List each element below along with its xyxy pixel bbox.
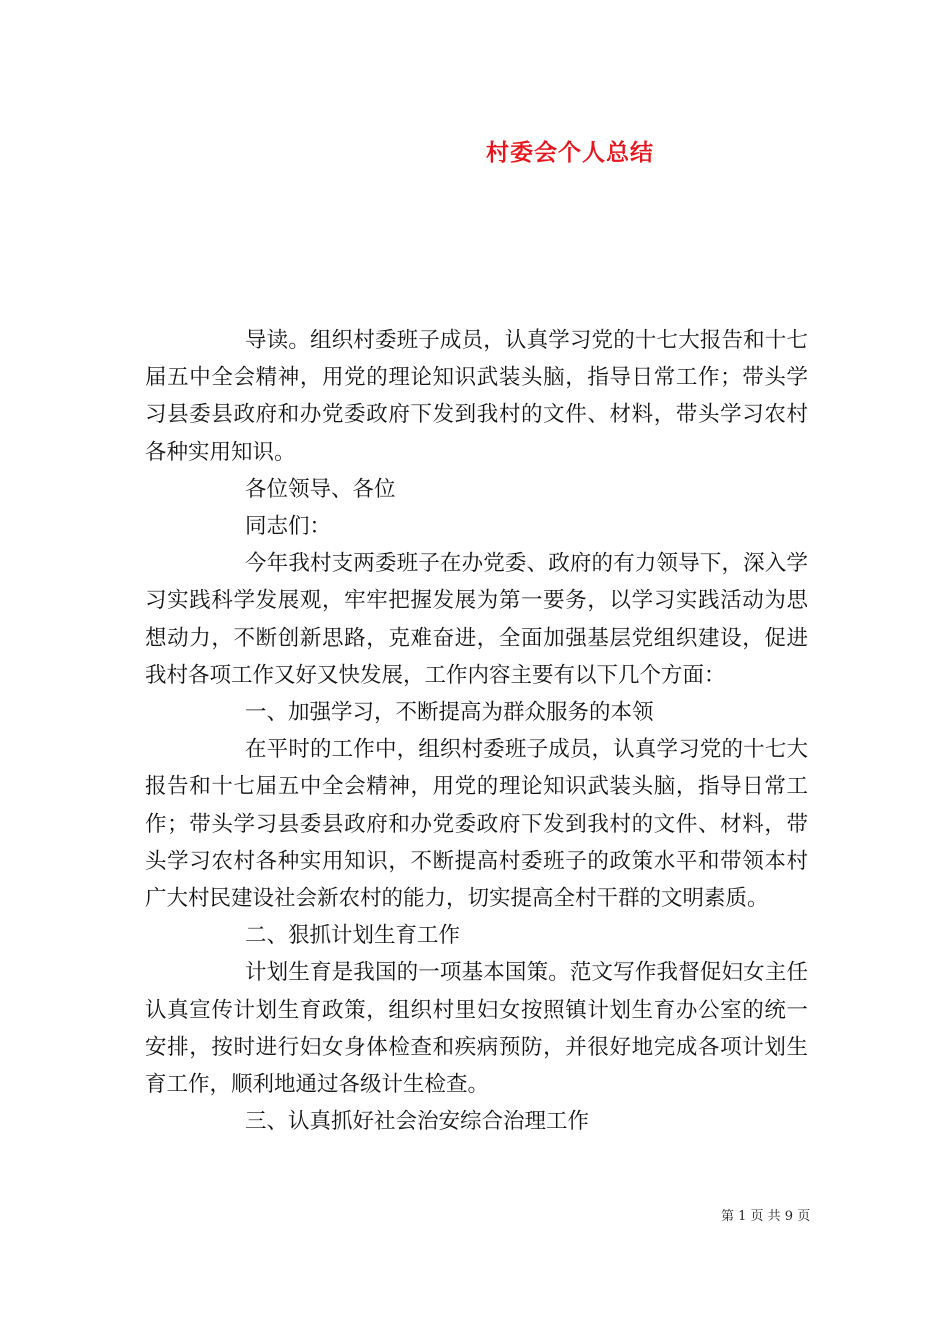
- paragraph-intro: 导读。组织村委班子成员，认真学习党的十七大报告和十七届五中全会精神，用党的理论知识武装头脑，指导日常工作；带头学习县委县政府和办党委政府下发到我村的文件、材料，带头学习农村各种实用知识。: [145, 328, 808, 465]
- section-heading-3: 三、认真抓好社会治安综合治理工作: [245, 1109, 590, 1135]
- paragraph-salutation-2: 同志们：: [245, 514, 332, 540]
- document-body: [145, 322, 808, 1140]
- document-title: 村委会个人总结: [486, 140, 654, 166]
- paragraph-salutation-1: 各位领导、各位: [245, 476, 396, 502]
- section-heading-1: 一、加强学习，不断提高为群众服务的本领: [245, 700, 654, 726]
- page-number-footer: 第 1 页 共 9 页: [721, 1209, 811, 1224]
- paragraph-section-1: 在平时的工作中，组织村委班子成员，认真学习党的十七大报告和十七届五中全会精神，用党的理论知识武装头脑，指导日常工作；带头学习县委县政府和办党委政府下发到我村的文件、材料，带头学习农村各种实用知识，不断提高村委班子的政策水平和带领本村广大村民建设社会新农村的能力，切实提高全村干群的文明素质。: [145, 737, 808, 912]
- paragraph-section-2: 计划生育是我国的一项基本国策。范文写作我督促妇女主任认真宣传计划生育政策，组织村里妇女按照镇计划生育办公室的统一安排，按时进行妇女身体检查和疾病预防，并很好地完成各项计划生育工作，顺利地通过各级计生检查。: [145, 960, 808, 1098]
- section-heading-2: 二、狠抓计划生育工作: [245, 923, 461, 949]
- paragraph-overview: 今年我村支两委班子在办党委、政府的有力领导下，深入学习实践科学发展观，牢牢把握发展为第一要务，以学习实践活动为思想动力，不断创新思路，克难奋进，全面加强基层党组织建设，促进我村各项工作又好又快发展，工作内容主要有以下几个方面：: [145, 551, 808, 688]
